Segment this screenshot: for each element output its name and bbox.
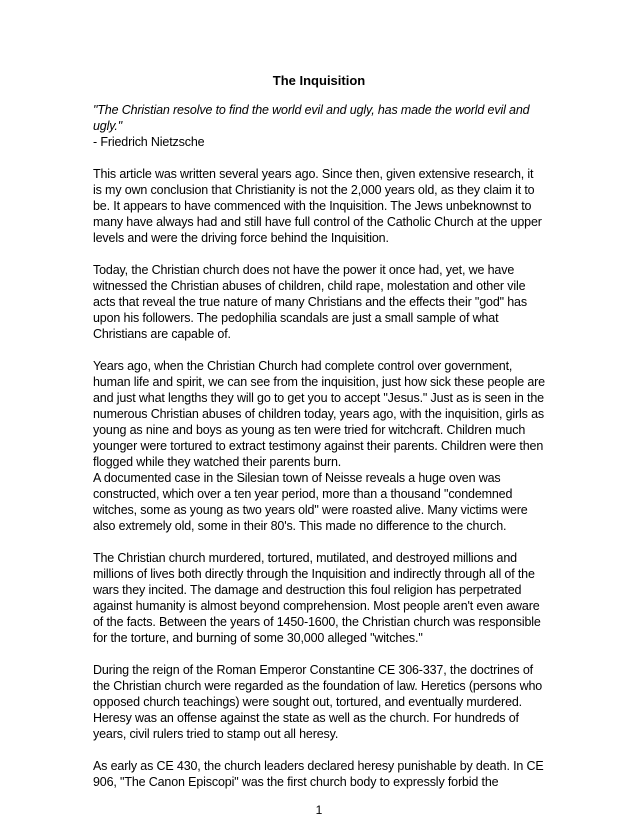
paragraph: Years ago, when the Christian Church had complete control over government, human life and spirit, we can see from the inquisition, just how sick these people are and just what lengths they will go to get you to accept "Jesus." Just as is seen in the numerous Christian abuses of children today, years ago, with the inquisition, girls as young as nine and boys as young as ten were tried for witchcraft. Children much younger were tortured to extract testimony against their parents. Children were then flogged while they watched their parents burn. bbox=[93, 359, 545, 469]
page-title: The Inquisition bbox=[272, 73, 366, 88]
paragraph: A documented case in the Silesian town of Neisse reveals a huge oven was constructed, which over a ten year period, more than a thousand "condemned witches, some as young as two years old" were roasted alive. Many victims were also extremely old, some in their 80's. This made no difference to the church. bbox=[93, 471, 528, 533]
epigraph-attribution: - Friedrich Nietzsche bbox=[93, 135, 205, 149]
paragraph: This article was written several years ago. Since then, given extensive research, it is my own conclusion that Christianity is not the 2,000 years old, as they claim it to be. It appears to have commenced with the Inquisition. The Jews unbeknownst to many have always had and still have full control of the Catholic Church at the upper levels and were the driving force behind the Inquisition. bbox=[93, 167, 542, 245]
epigraph-quote: "The Christian resolve to find the world evil and ugly, has made the world evil and ugly." bbox=[93, 103, 530, 133]
paragraph: The Christian church murdered, tortured, mutilated, and destroyed millions and millions of lives both directly through the Inquisition and indirectly through all of the wars they incited. The damage and destruction this foul religion has perpetrated against humanity is almost beyond comprehension. Most people aren't even aware of the facts. Between the years of 1450-1600, the Christian church was responsible for the torture, and burning of some 30,000 alleged "witches." bbox=[93, 551, 541, 645]
paragraph: During the reign of the Roman Emperor Constantine CE 306-337, the doctrines of the Christian church were regarded as the foundation of law. Heretics (persons who opposed church teachings) were sought out, tortured, and eventually murdered. Heresy was an offense against the state as well as the church. For hundreds of years, civil rulers tried to stamp out all heresy. bbox=[93, 663, 543, 741]
page-number: 1 bbox=[315, 803, 323, 817]
paragraph: As early as CE 430, the church leaders declared heresy punishable by death. In CE 906, "The Canon Episcopi" was the first church body to expressly forbid the bbox=[93, 759, 544, 789]
paragraph: Today, the Christian church does not have the power it once had, yet, we have witnessed the Christian abuses of children, child rape, molestation and other vile acts that reveal the true nature of many Christians and the effects their "god" has upon his followers. The pedophilia scandals are just a small sample of what Christians are capable of. bbox=[93, 263, 527, 341]
document-body bbox=[93, 102, 545, 806]
